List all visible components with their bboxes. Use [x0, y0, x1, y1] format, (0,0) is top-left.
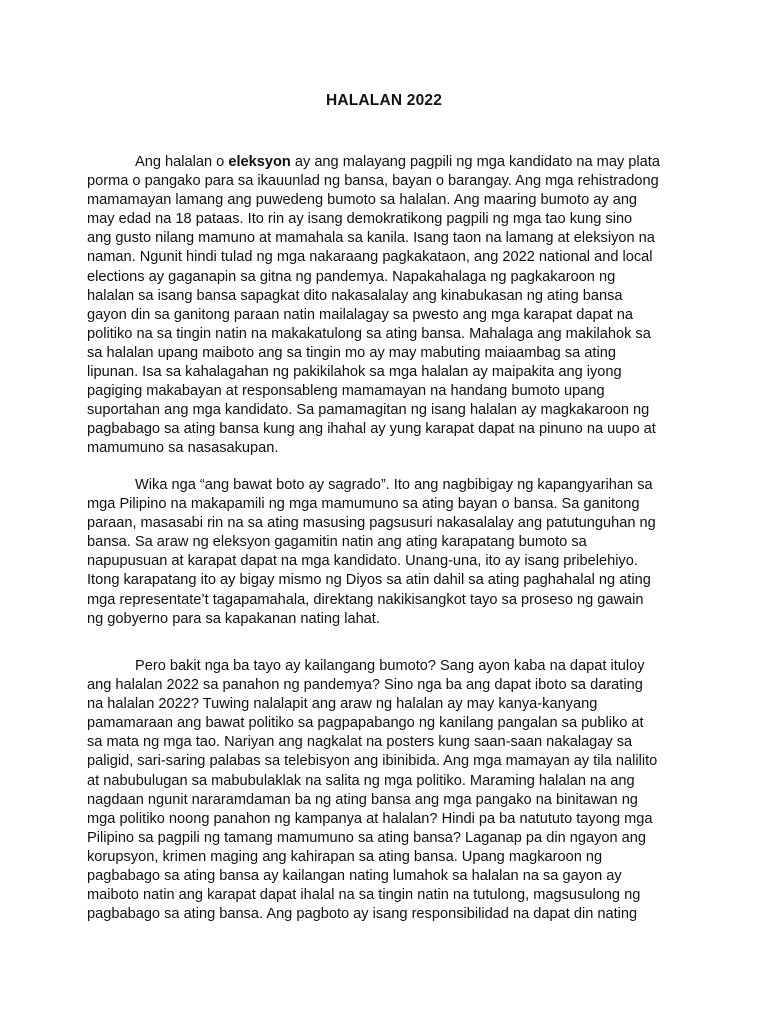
text-line: pamamaraan ang bawat politiko sa pagpapabango ng kanilang pangalan sa publiko at: [87, 715, 644, 732]
text-line: elections ay gaganapin sa gitna ng pandemya. Napakahalaga ng pagkakaroon ng: [87, 268, 616, 285]
document-title: HALALAN 2022: [325, 92, 443, 109]
text-line: lipunan. Isa sa kahalagahan ng pakikilahok sa mga halalan ay maipakita ang iyong: [87, 364, 622, 381]
bold-term: eleksyon: [228, 154, 291, 170]
text-line: [87, 153, 687, 172]
text-line: gayon din sa ganitong paraan natin mailalagay sa pwesto ang mga karapat dapat na: [87, 306, 634, 323]
text-segment: Ang halalan o: [135, 154, 229, 170]
text-line: mamumuno sa nasasakupan.: [87, 440, 279, 457]
text-line: suportahan ang mga kandidato. Sa pamamagitan ng isang halalan ay magkakaroon ng: [87, 402, 650, 419]
text-line: paraan, masasabi rin na sa ating masusing pagsusuri nakasalalay ang patutunguhan ng: [87, 515, 656, 532]
text-segment: ay ang malayang pagpili ng mga kandidato na may plata: [290, 154, 660, 170]
text-line: Pero bakit nga ba tayo ay kailangang bumoto? Sang ayon kaba na dapat ituloy: [135, 658, 645, 674]
text-line: Itong karapatang ito ay bigay mismo ng Diyos sa atin dahil sa ating paghahalal ng ating: [87, 572, 651, 589]
text-line: paligid, sari-saring palabas sa telebisyon ang ibinibida. Ang mga mamayan ay tila nalilito: [87, 753, 658, 770]
text-line: mga politiko noong panahon ng kampanya at halalan? Hindi pa ba natututo tayong mga: [87, 810, 653, 827]
text-line: porma o pangako para sa ikauunlad ng bansa, bayan o barangay. Ang mga rehistradong: [87, 173, 659, 190]
text-line: pagbabago sa ating bansa ay kailangan nating lumahok sa halalan na sa gayon ay: [87, 868, 622, 885]
text-line: pagbabago sa ating bansa. Ang pagboto ay isang responsibilidad na dapat din nating: [87, 906, 638, 923]
text-line: Wika nga “ang bawat boto ay sagrado”. Ito ang nagbibigay ng kapangyarihan sa: [135, 477, 653, 493]
text-line: ang gusto nilang mamuno at mamahala sa kanila. Isang taon na lamang at eleksiyon na: [87, 230, 655, 247]
text-line: korupsyon, krimen maging ang kahirapan sa ating bansa. Upang magkaroon ng: [87, 848, 603, 865]
text-line: bansa. Sa araw ng eleksyon gagamitin natin ang ating karapatang bumoto sa: [87, 534, 587, 551]
paragraph-3: [87, 657, 687, 924]
text-line: ng gobyerno para sa kapakanan nating lahat.: [87, 610, 380, 627]
text-line: halalan sa isang bansa sapagkat dito nakasalalay ang kinabukasan ng ating bansa: [87, 287, 623, 304]
text-line: at nabubulugan sa mabubulaklak na salita ng mga politiko. Maraming halalan na ang: [87, 772, 635, 789]
paragraph-2: [87, 476, 687, 629]
text-line: mamamayan lamang ang puwedeng bumoto sa halalan. Ang maaring bumoto ay ang: [87, 192, 638, 209]
text-line: pagbabago sa ating bansa kung ang ihahal ay yung karapat dapat na pinuno na uupo at: [87, 421, 656, 438]
text-line: na halalan 2022? Tuwing nalalapit ang araw ng halalan ay may kanya-kanyang: [87, 696, 598, 713]
text-line: Pilipino sa pagpili ng tamang mamumuno sa ating bansa? Laganap pa din ngayon ang: [87, 829, 647, 846]
text-line: ang halalan 2022 sa panahon ng pandemya? Sino nga ba ang dapat iboto sa darating: [87, 677, 643, 694]
text-line: sa halalan upang maiboto ang sa tingin mo ay may mabuting maiaambag sa ating: [87, 344, 616, 361]
text-line: sa mata ng mga tao. Nariyan ang nagkalat na posters kung saan-saan nakalagay sa: [87, 734, 633, 751]
text-line: nagdaan ngunit nararamdaman ba ng ating bansa ang mga pangako na binitawan ng: [87, 791, 638, 808]
text-line: mga Pilipino na makapamili ng mga mamumuno sa ating bayan o bansa. Sa ganitong: [87, 496, 640, 513]
text-line: politiko na sa tingin natin na makakatulong sa ating bansa. Mahalaga ang makilahok sa: [87, 325, 651, 342]
text-line: napupusuan at karapat dapat na mga kandidato. Unang-una, ito ay isang pribelehiyo.: [87, 553, 638, 570]
text-line: mga representate’t tagapamahala, direktang nakikisangkot tayo sa proseso ng gawain: [87, 591, 644, 608]
text-line: pagiging makabayan at responsableng mamamayan na handang bumoto upang: [87, 383, 605, 400]
text-line: may edad na 18 pataas. Ito rin ay isang demokratikong pagpili ng mga tao kung sino: [87, 211, 633, 228]
paragraph-1: [87, 153, 687, 459]
text-line: maiboto natin ang karapat dapat ihalal na sa tingin natin na tutulong, magsusulong ng: [87, 887, 641, 904]
text-line: naman. Ngunit hindi tulad ng mga nakaraang pagkakataon, ang 2022 national and local: [87, 249, 653, 266]
